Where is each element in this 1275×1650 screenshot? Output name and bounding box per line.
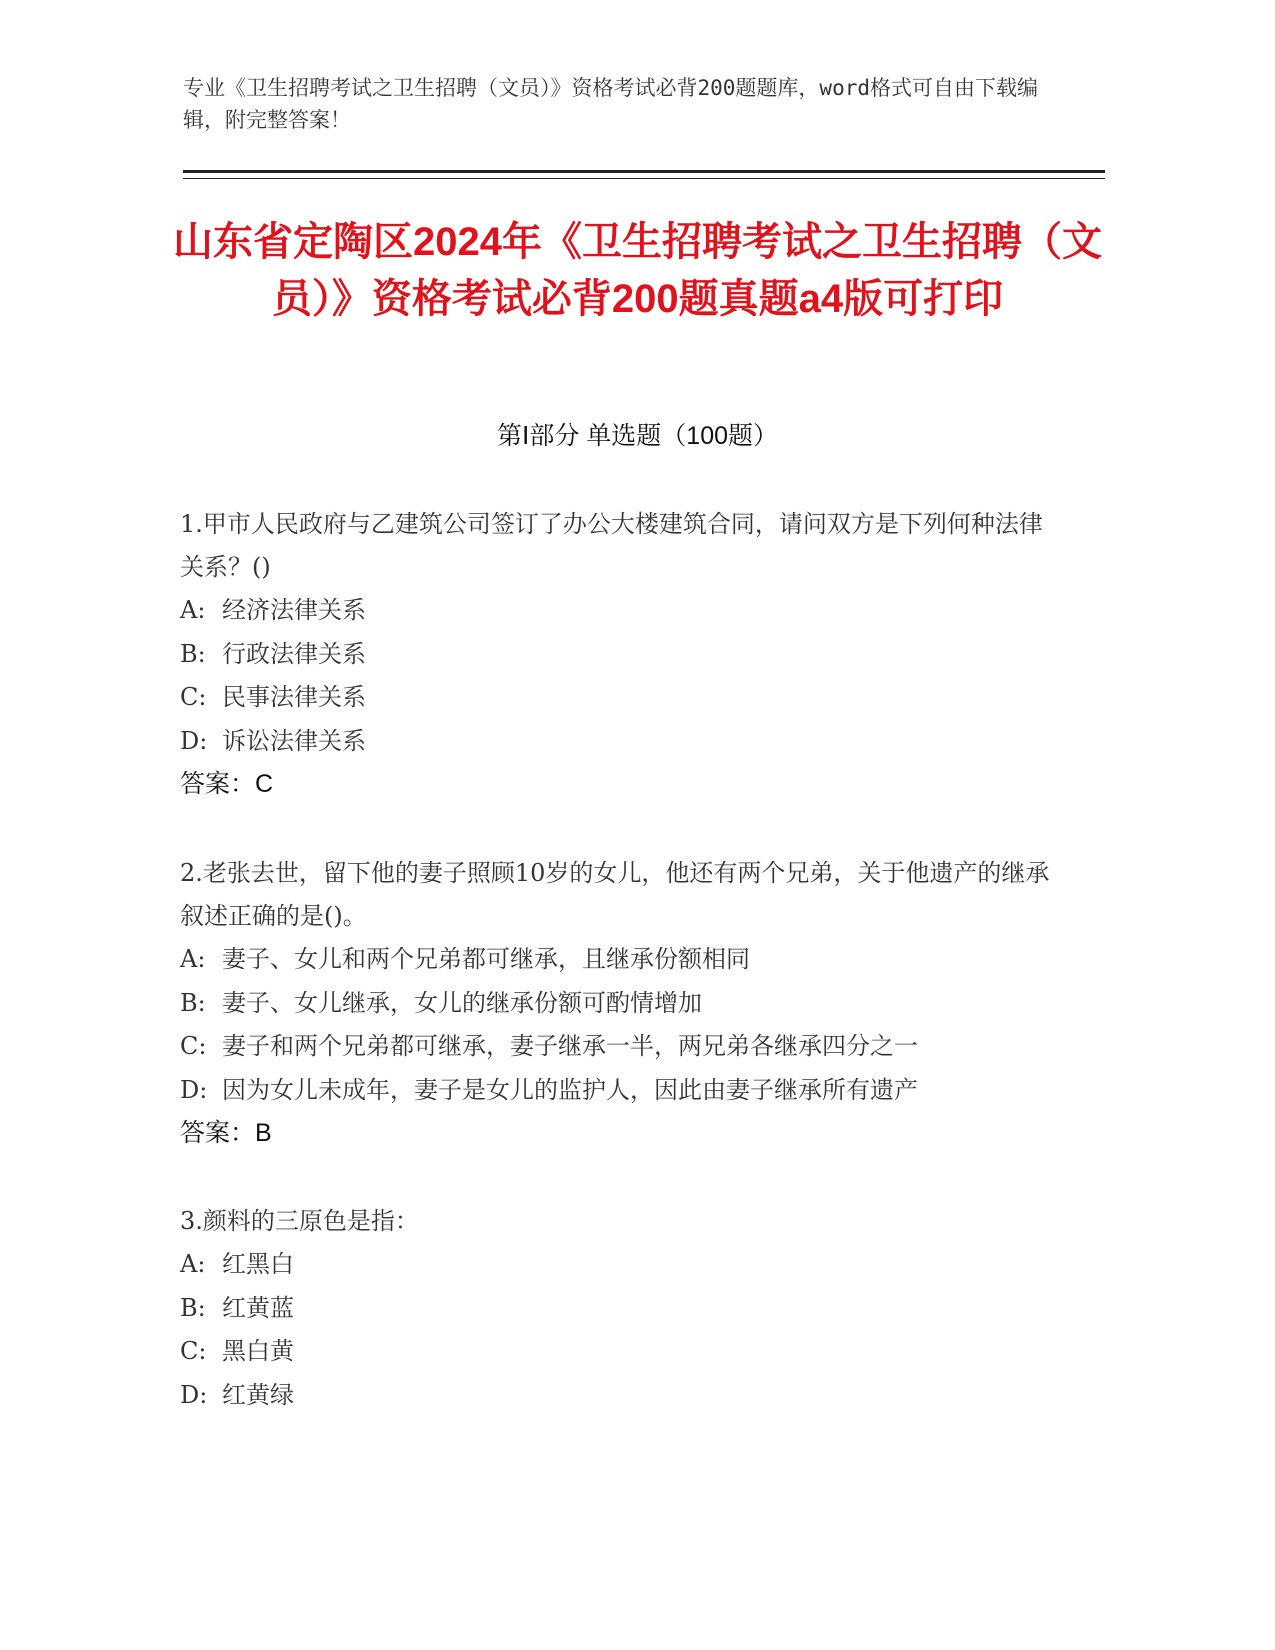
answer-value: C [255, 770, 274, 798]
option-text: 诉讼法律关系 [222, 726, 366, 755]
option-text: 妻子和两个兄弟都可继承，妻子继承一半，两兄弟各继承四分之一 [222, 1032, 918, 1060]
header-note: 专业《卫生招聘考试之卫生招聘（文员）》资格考试必背200题题库，word格式可自由下载编辑，附完整答案！ [183, 76, 1038, 132]
option-text: 红黄绿 [222, 1380, 294, 1409]
option-text: 经济法律关系 [222, 596, 366, 624]
header-rule-thin [183, 178, 1105, 179]
option-letter: D: [180, 1075, 208, 1104]
option-letter: B: [180, 639, 206, 668]
question-2 [180, 852, 1060, 1156]
option-letter: C: [180, 1337, 207, 1365]
header-rule-thick [183, 170, 1105, 173]
question-3 [180, 1200, 1060, 1417]
question-stem: 2.老张去世，留下他的妻子照顾10岁的女儿，他还有两个兄弟，关于他遗产的继承叙述正确的是()。 [180, 859, 1050, 930]
option-text: 妻子、女儿继承，女儿的继承份额可酌情增加 [222, 988, 702, 1017]
option-a [180, 1243, 1060, 1287]
option-text: 红黄蓝 [222, 1293, 294, 1322]
option-text: 民事法律关系 [222, 683, 366, 711]
option-a [180, 589, 1060, 633]
option-letter: D: [180, 726, 208, 755]
option-b [180, 1287, 1060, 1331]
option-a [180, 938, 1060, 982]
option-letter: B: [180, 988, 206, 1017]
option-d [180, 720, 1060, 764]
option-letter: C: [180, 683, 207, 711]
answer-line [180, 763, 1060, 807]
option-c [180, 1025, 1060, 1069]
answer-value: B [255, 1119, 272, 1147]
option-text: 妻子、女儿和两个兄弟都可继承，且继承份额相同 [222, 945, 750, 973]
option-c [180, 1330, 1060, 1374]
option-text: 因为女儿未成年，妻子是女儿的监护人，因此由妻子继承所有遗产 [222, 1075, 918, 1104]
answer-line [180, 1112, 1060, 1156]
answer-label: 答案： [180, 1119, 256, 1147]
question-stem: 1.甲市人民政府与乙建筑公司签订了办公大楼建筑合同，请问双方是下列何种法律关系？() [180, 510, 1043, 581]
option-text: 黑白黄 [222, 1337, 294, 1365]
option-letter: A: [180, 1250, 206, 1278]
option-letter: C: [180, 1032, 207, 1060]
option-letter: A: [180, 596, 206, 624]
option-d [180, 1374, 1060, 1418]
option-text: 行政法律关系 [222, 639, 366, 668]
option-letter: D: [180, 1380, 208, 1409]
option-b [180, 633, 1060, 677]
question-stem: 3.颜料的三原色是指： [180, 1207, 419, 1235]
option-text: 红黑白 [222, 1250, 294, 1278]
question-1 [180, 503, 1060, 807]
document-title: 山东省定陶区2024年《卫生招聘考试之卫生招聘（文员）》资格考试必背200题真题a4版可打印 [173, 220, 1102, 321]
option-b [180, 982, 1060, 1026]
option-d [180, 1069, 1060, 1113]
section-title: 第Ⅰ部分 单选题（100题） [496, 422, 779, 450]
answer-label: 答案： [180, 770, 256, 798]
option-letter: B: [180, 1293, 206, 1322]
option-letter: A: [180, 945, 206, 973]
option-c [180, 676, 1060, 720]
